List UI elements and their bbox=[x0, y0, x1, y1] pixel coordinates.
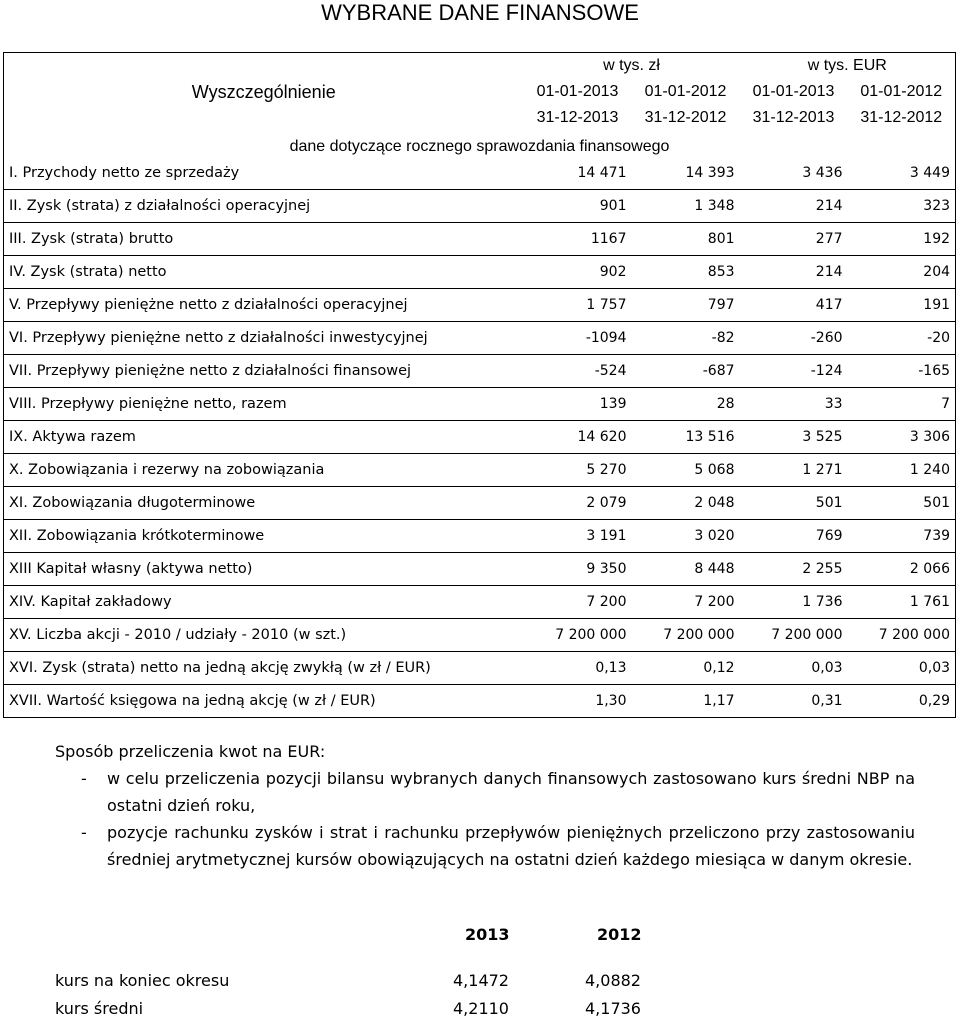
row-label: XIV. Kapitał zakładowy bbox=[4, 586, 524, 619]
table-row bbox=[4, 388, 956, 421]
row-value: 797 bbox=[632, 289, 740, 322]
header-period-from: 01-01-2013 bbox=[752, 83, 835, 100]
table-row bbox=[4, 553, 956, 586]
section-heading: dane dotyczące rocznego sprawozdania finansowego bbox=[4, 131, 956, 157]
row-value: 2 255 bbox=[740, 553, 848, 586]
table-row bbox=[4, 586, 956, 619]
row-value: 739 bbox=[848, 520, 956, 553]
row-value: 28 bbox=[632, 388, 740, 421]
table-row bbox=[4, 652, 956, 685]
notes-item-text: w celu przeliczenia pozycji bilansu wybranych danych finansowych zastosowano kurs średni NBP na ostatni dzień roku, bbox=[107, 769, 915, 815]
row-value: 1167 bbox=[524, 223, 632, 256]
row-value: -1094 bbox=[524, 322, 632, 355]
row-value: 204 bbox=[848, 256, 956, 289]
row-value: 7 200 000 bbox=[740, 619, 848, 652]
row-value: 7 200 000 bbox=[632, 619, 740, 652]
row-value: -260 bbox=[740, 322, 848, 355]
rates-value: 4,2110 bbox=[453, 999, 509, 1018]
row-value: 2 066 bbox=[848, 553, 956, 586]
rates-value: 4,1736 bbox=[585, 999, 641, 1018]
row-value: 3 449 bbox=[848, 157, 956, 190]
row-value: 7 200 000 bbox=[848, 619, 956, 652]
row-value: -124 bbox=[740, 355, 848, 388]
notes-item bbox=[55, 819, 915, 873]
row-value: 501 bbox=[740, 487, 848, 520]
row-value: 0,03 bbox=[848, 652, 956, 685]
page-title: WYBRANE DANE FINANSOWE bbox=[321, 0, 639, 25]
row-label: VII. Przepływy pieniężne netto z działalności finansowej bbox=[4, 355, 524, 388]
row-label: XVII. Wartość księgowa na jedną akcję (w zł / EUR) bbox=[4, 685, 524, 718]
notes-heading: Sposób przeliczenia kwot na EUR: bbox=[55, 742, 326, 761]
row-label: III. Zysk (strata) brutto bbox=[4, 223, 524, 256]
row-value: 2 079 bbox=[524, 487, 632, 520]
row-value: 769 bbox=[740, 520, 848, 553]
row-value: 1 757 bbox=[524, 289, 632, 322]
row-value: 3 020 bbox=[632, 520, 740, 553]
row-value: 0,03 bbox=[740, 652, 848, 685]
row-label: XIII Kapitał własny (aktywa netto) bbox=[4, 553, 524, 586]
rates-row-label: kurs średni bbox=[55, 999, 144, 1018]
row-label: I. Przychody netto ze sprzedaży bbox=[4, 157, 524, 190]
row-value: 7 200 000 bbox=[524, 619, 632, 652]
row-value: 192 bbox=[848, 223, 956, 256]
notes-dash: - bbox=[81, 823, 87, 842]
row-value: 0,13 bbox=[524, 652, 632, 685]
row-value: 1,30 bbox=[524, 685, 632, 718]
rates-year-header: 2012 bbox=[597, 925, 642, 944]
row-value: 5 068 bbox=[632, 454, 740, 487]
row-value: 214 bbox=[740, 190, 848, 223]
table-row bbox=[4, 619, 956, 652]
row-value: 214 bbox=[740, 256, 848, 289]
row-label: VI. Przepływy pieniężne netto z działalności inwestycyjnej bbox=[4, 322, 524, 355]
header-period-to: 31-12-2012 bbox=[848, 105, 956, 131]
row-value: 277 bbox=[740, 223, 848, 256]
row-value: 7 200 bbox=[632, 586, 740, 619]
header-period-to: 31-12-2012 bbox=[644, 109, 727, 126]
rates-year-header: 2013 bbox=[465, 925, 510, 944]
row-value: 2 048 bbox=[632, 487, 740, 520]
row-label: XV. Liczba akcji - 2010 / udziały - 2010 (w szt.) bbox=[4, 619, 524, 652]
row-label: X. Zobowiązania i rezerwy na zobowiązania bbox=[4, 454, 524, 487]
table-row bbox=[4, 355, 956, 388]
header-period-to: 31-12-2013 bbox=[752, 109, 835, 126]
row-value: 139 bbox=[524, 388, 632, 421]
table-row bbox=[4, 487, 956, 520]
row-value: 3 436 bbox=[802, 165, 843, 181]
row-value: 8 448 bbox=[632, 553, 740, 586]
row-value: 853 bbox=[632, 256, 740, 289]
row-value: -687 bbox=[632, 355, 740, 388]
row-value: 3 306 bbox=[848, 421, 956, 454]
row-value: 801 bbox=[632, 223, 740, 256]
row-value: 1 348 bbox=[632, 190, 740, 223]
rates-row-label: kurs na koniec okresu bbox=[55, 971, 230, 990]
row-value: 9 350 bbox=[524, 553, 632, 586]
row-value: 14 393 bbox=[685, 165, 735, 181]
table-row bbox=[4, 421, 956, 454]
row-value: 501 bbox=[848, 487, 956, 520]
row-value: 3 191 bbox=[524, 520, 632, 553]
table-row bbox=[4, 256, 956, 289]
notes-dash: - bbox=[81, 769, 87, 788]
row-value: 1 271 bbox=[740, 454, 848, 487]
financial-data-table bbox=[3, 52, 956, 718]
row-label: II. Zysk (strata) z działalności operacyjnej bbox=[4, 190, 524, 223]
table-row bbox=[4, 190, 956, 223]
table-row bbox=[4, 454, 956, 487]
row-value: 14 471 bbox=[577, 165, 627, 181]
row-value: 0,12 bbox=[632, 652, 740, 685]
row-value: 3 525 bbox=[740, 421, 848, 454]
row-value: 1 240 bbox=[848, 454, 956, 487]
row-label: V. Przepływy pieniężne netto z działalności operacyjnej bbox=[4, 289, 524, 322]
header-period-from: 01-01-2012 bbox=[848, 79, 956, 105]
header-period-from: 01-01-2013 bbox=[536, 83, 619, 100]
row-label: XI. Zobowiązania długoterminowe bbox=[4, 487, 524, 520]
row-value: 0,31 bbox=[740, 685, 848, 718]
row-value: 1 761 bbox=[848, 586, 956, 619]
header-period-to: 31-12-2013 bbox=[536, 109, 619, 126]
rates-value: 4,1472 bbox=[453, 971, 509, 990]
rates-value: 4,0882 bbox=[585, 971, 641, 990]
table-row bbox=[4, 685, 956, 718]
table-row bbox=[4, 223, 956, 256]
row-label: VIII. Przepływy pieniężne netto, razem bbox=[4, 388, 524, 421]
row-value: 7 bbox=[848, 388, 956, 421]
row-label: IV. Zysk (strata) netto bbox=[4, 256, 524, 289]
row-value: 1 736 bbox=[740, 586, 848, 619]
header-currency-eur: w tys. EUR bbox=[740, 53, 956, 80]
table-row bbox=[4, 322, 956, 355]
row-value: -524 bbox=[524, 355, 632, 388]
row-value: 33 bbox=[740, 388, 848, 421]
header-currency-pln: w tys. zł bbox=[524, 53, 740, 80]
row-value: 191 bbox=[848, 289, 956, 322]
row-label: XVI. Zysk (strata) netto na jedną akcję zwykłą (w zł / EUR) bbox=[4, 652, 524, 685]
header-description: Wyszczególnienie bbox=[4, 53, 524, 132]
table-row bbox=[4, 157, 956, 190]
row-value: -165 bbox=[848, 355, 956, 388]
notes-item-text: pozycje rachunku zysków i strat i rachunku przepływów pieniężnych przeliczono przy zastosowaniu średniej arytmetycznej kursów obowiązujących na ostatni dzień każdego miesiąca w danym okresie. bbox=[107, 823, 915, 869]
row-value: 901 bbox=[524, 190, 632, 223]
row-value: 5 270 bbox=[524, 454, 632, 487]
row-value: 902 bbox=[524, 256, 632, 289]
row-value: 323 bbox=[848, 190, 956, 223]
row-value: -82 bbox=[632, 322, 740, 355]
notes-item bbox=[55, 765, 915, 819]
row-value: 417 bbox=[740, 289, 848, 322]
row-value: 13 516 bbox=[632, 421, 740, 454]
table-row bbox=[4, 520, 956, 553]
row-value: 7 200 bbox=[524, 586, 632, 619]
row-label: XII. Zobowiązania krótkoterminowe bbox=[4, 520, 524, 553]
conversion-notes bbox=[55, 738, 915, 873]
row-value: 0,29 bbox=[848, 685, 956, 718]
row-value: 1,17 bbox=[632, 685, 740, 718]
row-value: -20 bbox=[848, 322, 956, 355]
table-row bbox=[4, 289, 956, 322]
row-label: IX. Aktywa razem bbox=[4, 421, 524, 454]
row-value: 14 620 bbox=[524, 421, 632, 454]
header-period-from: 01-01-2012 bbox=[644, 83, 727, 100]
